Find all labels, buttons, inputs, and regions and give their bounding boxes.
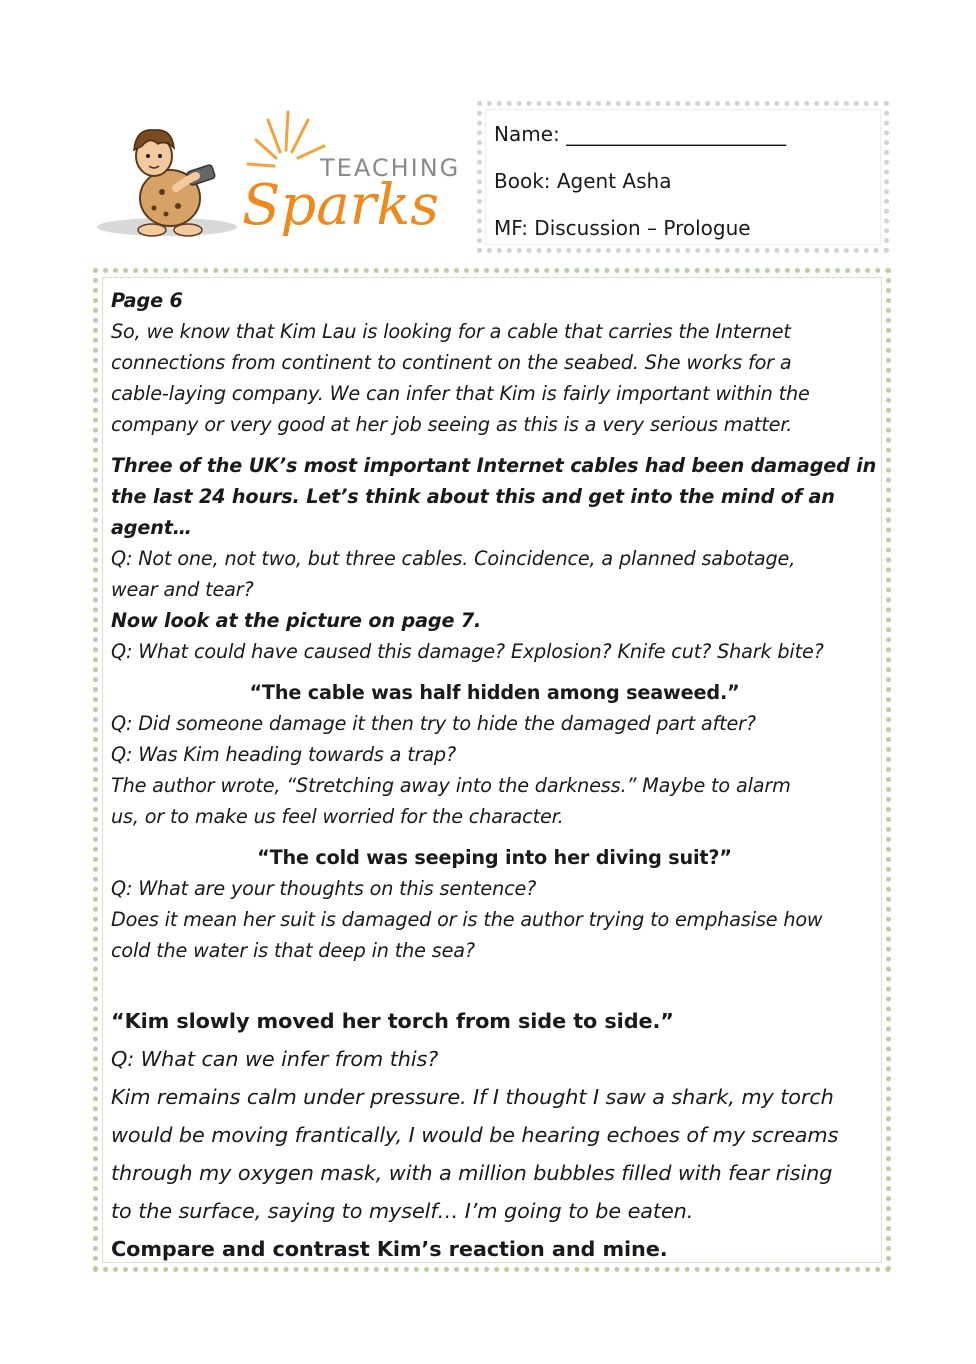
question-line: Q: What are your thoughts on this sentence? — [111, 877, 537, 900]
brand-teaching-text: TEACHING — [320, 154, 461, 182]
text-line: cold the water is that deep in the sea? — [111, 939, 475, 962]
question-line-large: Q: What can we infer from this? — [111, 1047, 439, 1071]
text-line: company or very good at her job seeing as this is a very serious matter. — [111, 413, 793, 436]
text-line: wear and tear? — [111, 578, 254, 601]
quote-line-large: “Kim slowly moved her torch from side to side.” — [111, 1009, 674, 1033]
book-line: Book: Agent Asha — [494, 169, 672, 193]
text-line: The author wrote, “Stretching away into the darkness.” Maybe to alarm — [111, 774, 791, 797]
sun-rays-icon — [248, 112, 324, 166]
text-line-large: to the surface, saying to myself… I’m going to be eaten. — [111, 1199, 694, 1223]
text-line: connections from continent to continent on the seabed. She works for a — [111, 351, 792, 374]
question-line: Q: Not one, not two, but three cables. Coincidence, a planned sabotage, — [111, 547, 796, 570]
text-line: Does it mean her suit is damaged or is the author trying to emphasise how — [111, 908, 823, 931]
question-line: Q: What could have caused this damage? Explosion? Knife cut? Shark bite? — [111, 640, 824, 663]
task-line: Compare and contrast Kim’s reaction and mine. — [111, 1237, 668, 1261]
quote-line: Three of the UK’s most important Internet cables had been damaged in — [111, 454, 877, 477]
text-line-large: would be moving frantically, I would be hearing echoes of my screams — [111, 1123, 839, 1147]
mf-line: MF: Discussion – Prologue — [494, 216, 751, 240]
quote-line: agent… — [111, 516, 192, 539]
text-line: So, we know that Kim Lau is looking for a cable that carries the Internet — [111, 320, 791, 343]
teaching-sparks-logo — [92, 106, 464, 256]
student-info-box — [477, 101, 889, 253]
quote-line: the last 24 hours. Let’s think about this and get into the mind of an — [111, 485, 835, 508]
centered-quote: “The cable was half hidden among seaweed.” — [249, 681, 740, 704]
brand-sparks-text: Sparks — [242, 173, 440, 238]
name-field-line[interactable]: Name: ______________________ — [494, 122, 787, 146]
centered-quote: “The cold was seeping into her diving suit?” — [257, 846, 732, 869]
question-line: Q: Was Kim heading towards a trap? — [111, 743, 456, 766]
discussion-content-box — [93, 268, 891, 1272]
instruction-line: Now look at the picture on page 7. — [111, 609, 482, 632]
text-line: cable-laying company. We can infer that Kim is fairly important within the — [111, 382, 810, 405]
text-line-large: Kim remains calm under pressure. If I thought I saw a shark, my torch — [111, 1085, 834, 1109]
page-heading: Page 6 — [111, 289, 183, 312]
text-line-large: through my oxygen mask, with a million bubbles filled with fear rising — [111, 1161, 833, 1185]
logo-graphic — [92, 106, 464, 256]
text-line: us, or to make us feel worried for the character. — [111, 805, 564, 828]
question-line: Q: Did someone damage it then try to hide the damaged part after? — [111, 712, 756, 735]
